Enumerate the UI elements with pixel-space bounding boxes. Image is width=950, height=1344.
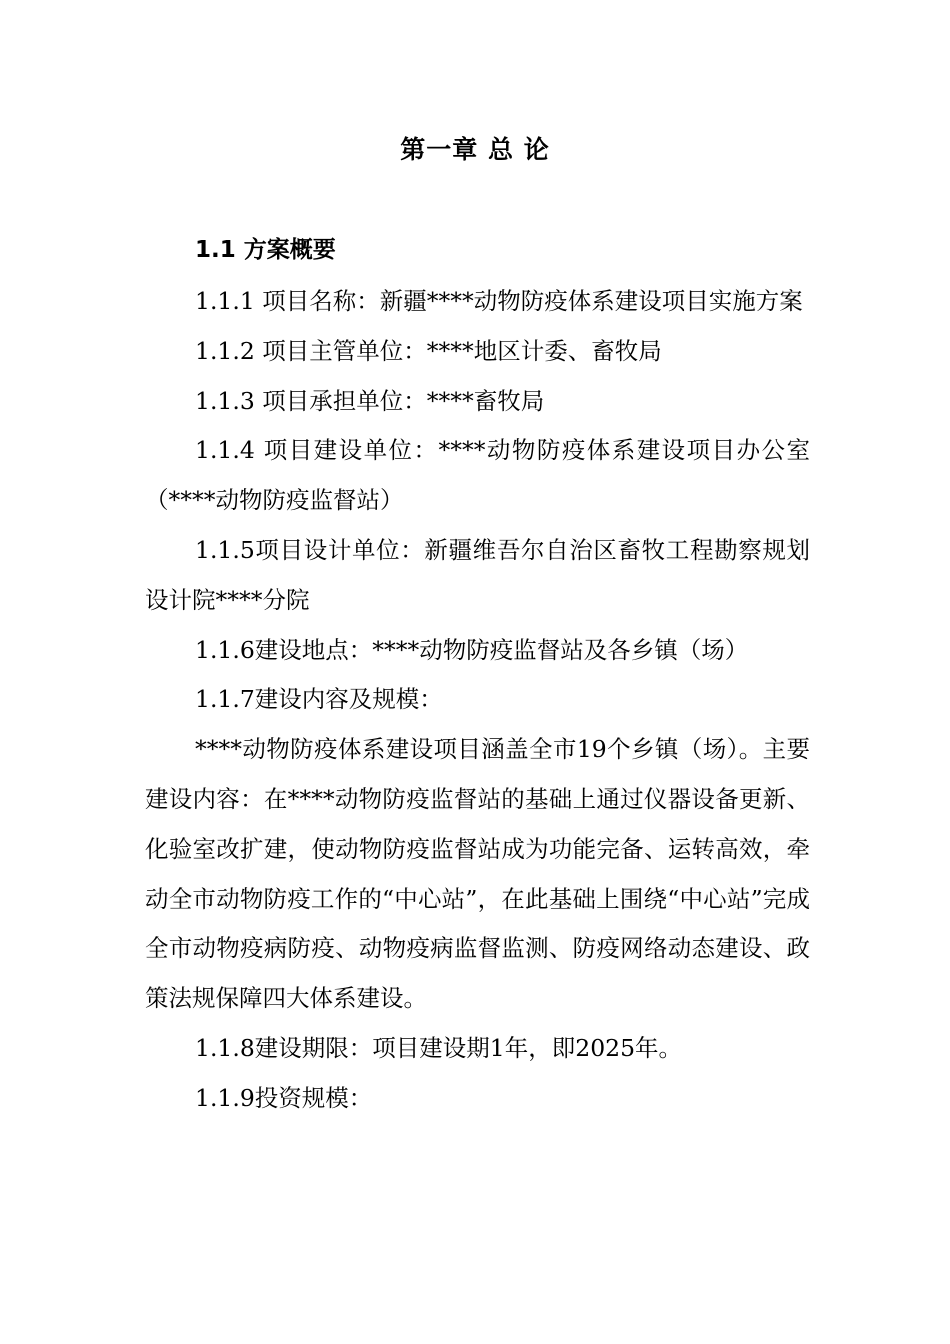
document-body bbox=[145, 277, 810, 1124]
paragraph-construction-unit: 1.1.4 项目建设单位：****动物防疫体系建设项目办公室（****动物防疫监督站） bbox=[145, 436, 810, 515]
paragraph-undertaking-unit: 1.1.3 项目承担单位：****畜牧局 bbox=[195, 386, 545, 415]
section-heading: 1.1 方案概要 bbox=[195, 237, 336, 263]
paragraph-content-scale-heading: 1.1.7建设内容及规模： bbox=[195, 685, 443, 714]
paragraph-content-scale-detail: ****动物防疫体系建设项目涵盖全市19个乡镇（场）。主要建设内容：在****动物防疫监督站的基础上通过仪器设备更新、化验室改扩建，使动物防疫监督站成为功能完备、运转高效，牵动全市动物防疫工作的“中心站”，在此基础上围绕“中心站”完成全市动物疫病防疫、动物疫病监督监测、防疫网络动态建设、政策法规保障四大体系建设。 bbox=[145, 735, 810, 1013]
paragraph-project-name: 1.1.1 项目名称：新疆****动物防疫体系建设项目实施方案 bbox=[195, 287, 803, 315]
paragraph-design-unit: 1.1.5项目设计单位：新疆维吾尔自治区畜牧工程勘察规划设计院****分院 bbox=[145, 535, 810, 614]
paragraph-location: 1.1.6建设地点：****动物防疫监督站及各乡镇（场） bbox=[195, 635, 749, 664]
paragraph-construction-period: 1.1.8建设期限：项目建设期1年，即2025年。 bbox=[195, 1033, 683, 1062]
paragraph-supervising-unit: 1.1.2 项目主管单位：****地区计委、畜牧局 bbox=[195, 336, 662, 365]
paragraph-investment-scale: 1.1.9投资规模： bbox=[195, 1083, 373, 1112]
chapter-title: 第一章 总 论 bbox=[400, 135, 550, 164]
